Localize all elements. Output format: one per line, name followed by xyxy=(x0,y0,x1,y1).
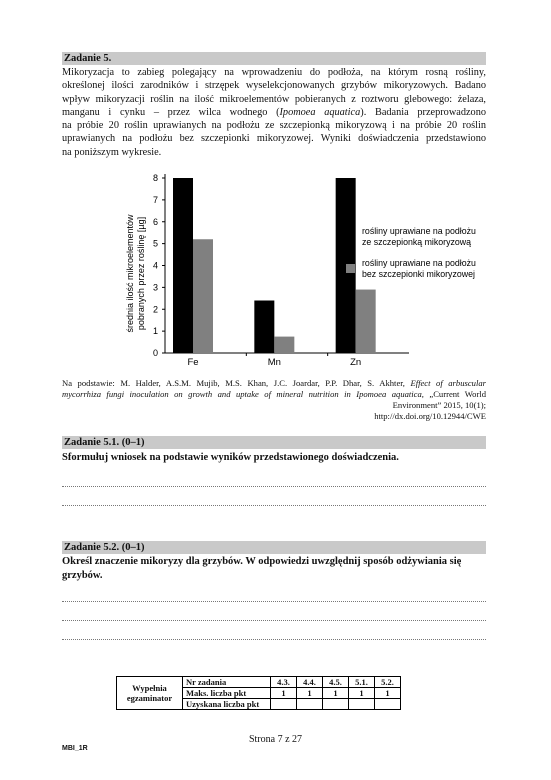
score-cell[interactable] xyxy=(297,699,323,710)
source-citation xyxy=(62,378,486,422)
examiner-label xyxy=(117,677,183,710)
score-cell[interactable] xyxy=(375,699,401,710)
score-cell[interactable] xyxy=(271,699,297,710)
y-tick-label: 7 xyxy=(152,194,158,205)
examiner-score-table xyxy=(116,676,401,710)
x-tick-label: Mn xyxy=(267,357,281,368)
task-5-intro xyxy=(62,66,486,159)
source-line xyxy=(62,389,486,400)
intro-line-part: ). Badania przeprowadzono xyxy=(360,106,486,118)
intro-line: Mikoryzacja to zabieg polegający na wprowadzeniu do podłoża, na którym rosną rośliny, xyxy=(62,67,486,78)
y-tick-label: 2 xyxy=(152,304,158,315)
y-axis-label: pobranych przez roślinę [µg] xyxy=(136,216,146,331)
answer-line[interactable] xyxy=(62,601,486,602)
score-cell[interactable] xyxy=(323,699,349,710)
examiner-label-line: Wypełnia xyxy=(132,683,167,693)
score-cell[interactable] xyxy=(349,699,375,710)
bar xyxy=(254,301,274,354)
answer-line[interactable] xyxy=(62,505,486,506)
exam-code: MBI_1R xyxy=(62,745,88,752)
intro-line: wpływ mikoryzacji roślin na ilość mikroelementów pobieranych z roztworu glebowego: żelaza, xyxy=(62,93,486,105)
question-line: Określ znaczenie mikoryzy dla grzybów. W odpowiedzi uwzględnij sposób odżywiania się xyxy=(62,556,462,567)
intro-line: na poniższym wykresie. xyxy=(62,146,162,158)
y-tick-label: 4 xyxy=(152,260,158,271)
task-5-1-question: Sformułuj wniosek na podstawie wyników przedstawionego doświadczenia. xyxy=(62,452,399,463)
task-5-1-header: Zadanie 5.1. (0–1) xyxy=(62,436,486,449)
y-tick-label: 1 xyxy=(152,326,158,337)
source-text: , „Current World xyxy=(421,389,486,399)
max-points-cell: 1 xyxy=(349,688,375,699)
legend-label: bez szczepionki mikoryzowej xyxy=(362,269,475,279)
source-line: Environment” 2015, 10(1); xyxy=(392,400,486,410)
intro-line: uprawianych na podłożu bez szczepionki mikoryzowej. Wyniki doświadczenia przedstawiono xyxy=(62,133,486,145)
question-line: grzybów. xyxy=(62,569,103,581)
task-number-cell: 5.2. xyxy=(375,677,401,688)
page-number: Strona 7 z 27 xyxy=(248,734,303,745)
task-5-2-question xyxy=(62,555,486,582)
row-label: Maks. liczba pkt xyxy=(183,688,271,699)
answer-line[interactable] xyxy=(62,639,486,640)
max-points-cell: 1 xyxy=(297,688,323,699)
bar-chart xyxy=(62,158,486,370)
y-tick-label: 8 xyxy=(152,173,158,183)
row-label: Nr zadania xyxy=(183,677,271,688)
species-name: Ipomoea aquatica xyxy=(279,106,361,118)
legend-label: ze szczepionką mikoryzową xyxy=(362,237,472,247)
x-tick-label: Zn xyxy=(350,357,362,368)
legend-swatch xyxy=(346,232,355,241)
source-text: Na podstawie: M. Halder, A.S.M. Mujib, M.S. Khan, J.C. Joardar, P.P. Dhar, S. Akhter, xyxy=(62,378,411,388)
y-tick-label: 3 xyxy=(152,282,158,293)
x-tick-label: Fe xyxy=(187,357,199,368)
legend-label: rośliny uprawiane na podłożu xyxy=(362,258,476,268)
source-line xyxy=(62,378,486,389)
task-number-cell: 4.3. xyxy=(271,677,297,688)
y-tick-label: 0 xyxy=(152,348,158,358)
max-points-cell: 1 xyxy=(271,688,297,699)
task-number-cell: 4.4. xyxy=(297,677,323,688)
intro-line-part: manganu i cynku – przez wilca wodnego ( xyxy=(62,106,280,118)
row-label: Uzyskana liczba pkt xyxy=(183,699,271,710)
task-number-cell: 5.1. xyxy=(349,677,375,688)
y-tick-label: 6 xyxy=(152,216,158,227)
source-line: http://dx.doi.org/10.12944/CWE xyxy=(374,411,486,421)
bar xyxy=(274,337,294,353)
task-number-cell: 4.5. xyxy=(323,677,349,688)
legend-label: rośliny uprawiane na podłożu xyxy=(362,226,476,236)
intro-line: na próbie 20 roślin uprawianych na podłożu ze szczepionką mikoryzową i na próbie 20 roślin xyxy=(62,120,486,132)
task-5-2-header: Zadanie 5.2. (0–1) xyxy=(62,541,486,554)
y-axis-label: średnia ilość mikroelementów xyxy=(125,214,135,333)
y-tick-label: 5 xyxy=(152,238,158,249)
max-points-cell: 1 xyxy=(375,688,401,699)
answer-line[interactable] xyxy=(62,486,486,487)
bar xyxy=(193,239,213,353)
bar xyxy=(173,178,193,353)
intro-line: określonej ilości zarodników i strzępek wyselekcjonowanych grzybów mikoryzowych. Badano xyxy=(62,80,486,92)
task-5-header: Zadanie 5. xyxy=(62,52,486,65)
answer-line[interactable] xyxy=(62,620,486,621)
max-points-cell: 1 xyxy=(323,688,349,699)
legend-swatch xyxy=(346,264,355,273)
examiner-label-line: egzaminator xyxy=(126,693,173,703)
source-title: Effect of arbuscular xyxy=(410,378,486,388)
source-title: mycorrhiza fungi inoculation on growth and uptake of mineral nutrition in Ipomoea aquatica xyxy=(62,389,422,399)
intro-line xyxy=(62,106,486,119)
bar xyxy=(356,290,376,353)
